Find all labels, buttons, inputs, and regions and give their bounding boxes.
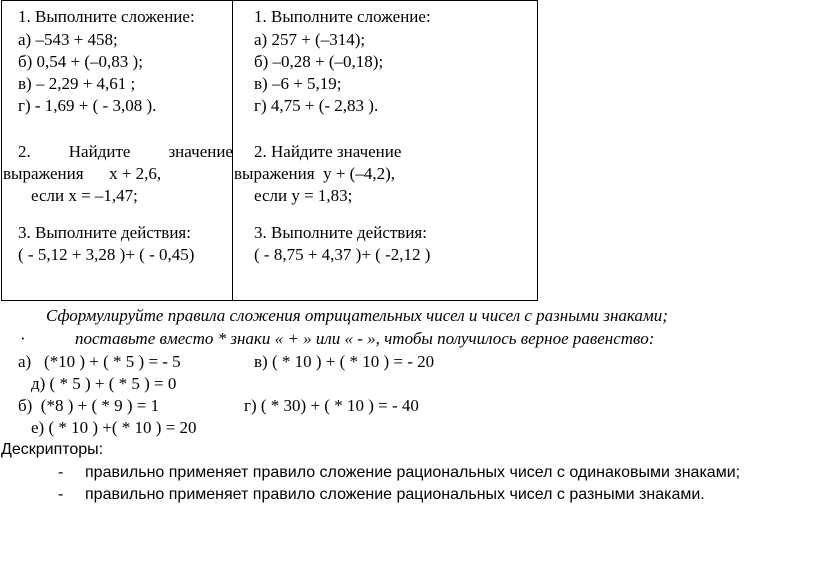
right-task1-item-v: в) –6 + 5,19;	[254, 74, 342, 93]
descriptor-dash-1: -	[58, 464, 64, 481]
right-task2-title: 2. Найдите значение	[254, 142, 402, 161]
right-task3-expression: ( - 8,75 + 4,37 )+ ( -2,12 )	[254, 245, 431, 264]
equation-g: г) ( * 30) + ( * 10 ) = - 40	[244, 396, 419, 415]
instruction-line-1: Сформулируйте правила сложения отрицательных чисел и чисел с разными знаками;	[46, 306, 668, 325]
equation-v: в) ( * 10 ) + ( * 10 ) = - 20	[254, 352, 435, 371]
equation-b: б) (*8 ) + ( * 9 ) = 1	[18, 396, 160, 415]
left-task1-item-a: а) –543 + 458;	[18, 30, 118, 49]
descriptor-dash-2: -	[58, 486, 64, 503]
right-task1-item-b: б) –0,28 + (–0,18);	[254, 52, 384, 71]
left-task1-item-g: г) - 1,69 + ( - 3,08 ).	[18, 96, 157, 115]
left-task2-title	[18, 142, 233, 162]
left-task2-word-find: Найдите	[68, 142, 131, 161]
instruction-bullet: ·	[20, 329, 26, 348]
right-task2-condition: если y = 1,83;	[254, 186, 353, 205]
right-task3-title: 3. Выполните действия:	[254, 223, 427, 242]
left-task1-item-b: б) 0,54 + (–0,83 );	[18, 52, 143, 71]
descriptor-text-1: правильно применяет правило сложение рациональных чисел с одинаковыми знаками;	[85, 464, 741, 481]
left-task3-title: 3. Выполните действия:	[18, 223, 191, 242]
left-task2-word-value: значение	[168, 142, 233, 161]
descriptor-text-2: правильно применяет правило сложение рациональных чисел с разными знаками.	[85, 486, 705, 503]
left-task2-number: 2.	[18, 142, 31, 161]
left-task1-title: 1. Выполните сложение:	[18, 7, 195, 26]
equation-a: а) (*10 ) + ( * 5 ) = - 5	[18, 352, 181, 371]
descriptors-title: Дескрипторы:	[1, 441, 104, 458]
right-task1-item-a: а) 257 + (–314);	[254, 30, 366, 49]
left-task2-condition: если x = –1,47;	[31, 186, 138, 205]
left-task1-item-v: в) – 2,29 + 4,61 ;	[18, 74, 136, 93]
left-task2-expression: выражения x + 2,6,	[3, 164, 162, 183]
right-task2-expression: выражения y + (–4,2),	[234, 164, 395, 183]
right-task1-title: 1. Выполните сложение:	[254, 7, 431, 26]
left-task3-expression: ( - 5,12 + 3,28 )+ ( - 0,45)	[18, 245, 195, 264]
equation-e: е) ( * 10 ) +( * 10 ) = 20	[31, 418, 197, 437]
instruction-line-2: поставьте вместо * знаки « + » или « - », чтобы получилось верное равенство:	[75, 329, 655, 348]
right-task1-item-g: г) 4,75 + (- 2,83 ).	[254, 96, 379, 115]
equation-d: д) ( * 5 ) + ( * 5 ) = 0	[31, 374, 177, 393]
